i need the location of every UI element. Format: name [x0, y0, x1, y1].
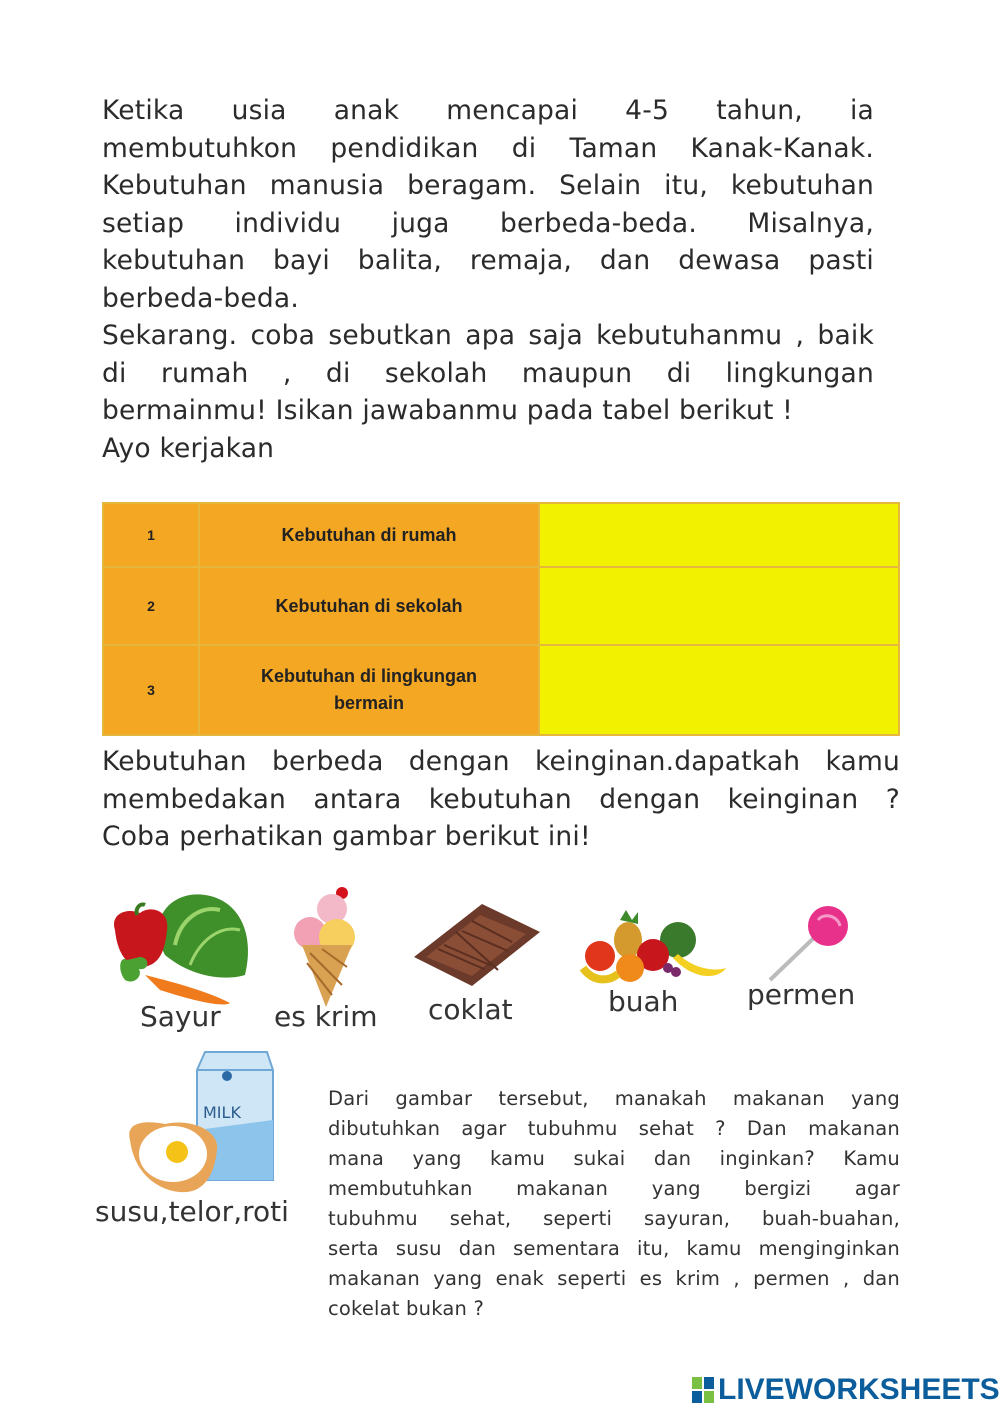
difference-line: Coba perhatikan gambar berikut ini!: [102, 821, 591, 852]
answer-field-home[interactable]: [539, 503, 899, 567]
intro-line: kebutuhan bayi balita, remaja, dan dewasa pasti: [102, 245, 874, 276]
brand-name: LIVEWORKSHEETS: [718, 1373, 1000, 1406]
question-paragraph: [328, 1084, 900, 1324]
milk-carton-text: MILK: [203, 1103, 241, 1122]
intro-line: di rumah , di sekolah maupun di lingkungan: [102, 357, 874, 389]
answer-field-school[interactable]: [539, 567, 899, 645]
question-line: membutuhkan makanan yang bergizi agar: [328, 1177, 900, 1200]
fruits-image: [578, 910, 728, 990]
label-susu-telor-roti: susu,telor,roti: [95, 1195, 289, 1228]
intro-line: berbeda-beda.: [102, 282, 299, 314]
row-label: Kebutuhan di rumah: [199, 503, 539, 567]
label-sayur: Sayur: [140, 1000, 221, 1033]
table-row: [103, 503, 899, 567]
row-label-text: Kebutuhan di lingkungan bermain: [261, 666, 477, 713]
row-number: 3: [103, 645, 199, 735]
question-line: tubuhmu sehat, seperti sayuran, buah-buahan,: [328, 1207, 900, 1230]
milk-bread-egg-image: [125, 1050, 275, 1200]
label-es-krim: es krim: [274, 1000, 378, 1033]
table-row: [103, 645, 899, 735]
intro-line: Ayo kerjakan: [102, 432, 275, 464]
vegetables-image: [105, 885, 255, 1010]
question-line: Dari gambar tersebut, manakah makanan yang: [328, 1087, 900, 1110]
intro-line: setiap individu juga berbeda-beda. Misalnya,: [102, 207, 874, 239]
ice-cream-image: [292, 885, 362, 1010]
difference-line: Kebutuhan berbeda dengan keinginan.dapatkah kamu: [102, 746, 900, 777]
difference-line: membedakan antara kebutuhan dengan keinginan ?: [102, 783, 900, 815]
intro-line: Sekarang. coba sebutkan apa saja kebutuhanmu , baik: [102, 320, 874, 351]
question-line: cokelat bukan ?: [328, 1297, 485, 1320]
answer-field-play[interactable]: [539, 645, 899, 735]
table-row: [103, 567, 899, 645]
liveworksheets-logo-icon: [692, 1377, 714, 1403]
row-number: 1: [103, 503, 199, 567]
row-number: 2: [103, 567, 199, 645]
difference-paragraph: [102, 743, 900, 856]
label-permen: permen: [747, 978, 856, 1011]
intro-line: membutuhkon pendidikan di Taman Kanak-Kanak.: [102, 132, 874, 164]
label-coklat: coklat: [428, 993, 513, 1026]
question-line: mana yang kamu sukai dan inginkan? Kamu: [328, 1147, 900, 1170]
row-label: Kebutuhan di sekolah: [199, 567, 539, 645]
chocolate-image: [412, 902, 542, 987]
intro-line: Kebutuhan manusia beragam. Selain itu, kebutuhan: [102, 170, 874, 201]
question-line: dibutuhkan agar tubuhmu sehat ? Dan makanan: [328, 1117, 900, 1140]
lollipop-image: [758, 902, 853, 982]
row-label: [199, 645, 539, 735]
liveworksheets-brand[interactable]: [692, 1372, 1000, 1408]
intro-line: bermainmu! Isikan jawabanmu pada tabel berikut !: [102, 395, 793, 426]
question-line: makanan yang enak seperti es krim , permen , dan: [328, 1267, 900, 1290]
label-buah: buah: [608, 985, 679, 1018]
intro-line: Ketika usia anak mencapai 4-5 tahun, ia: [102, 95, 874, 126]
needs-table: [102, 502, 900, 736]
question-line: serta susu dan sementara itu, kamu menginginkan: [328, 1237, 900, 1260]
intro-paragraph: [102, 92, 874, 467]
